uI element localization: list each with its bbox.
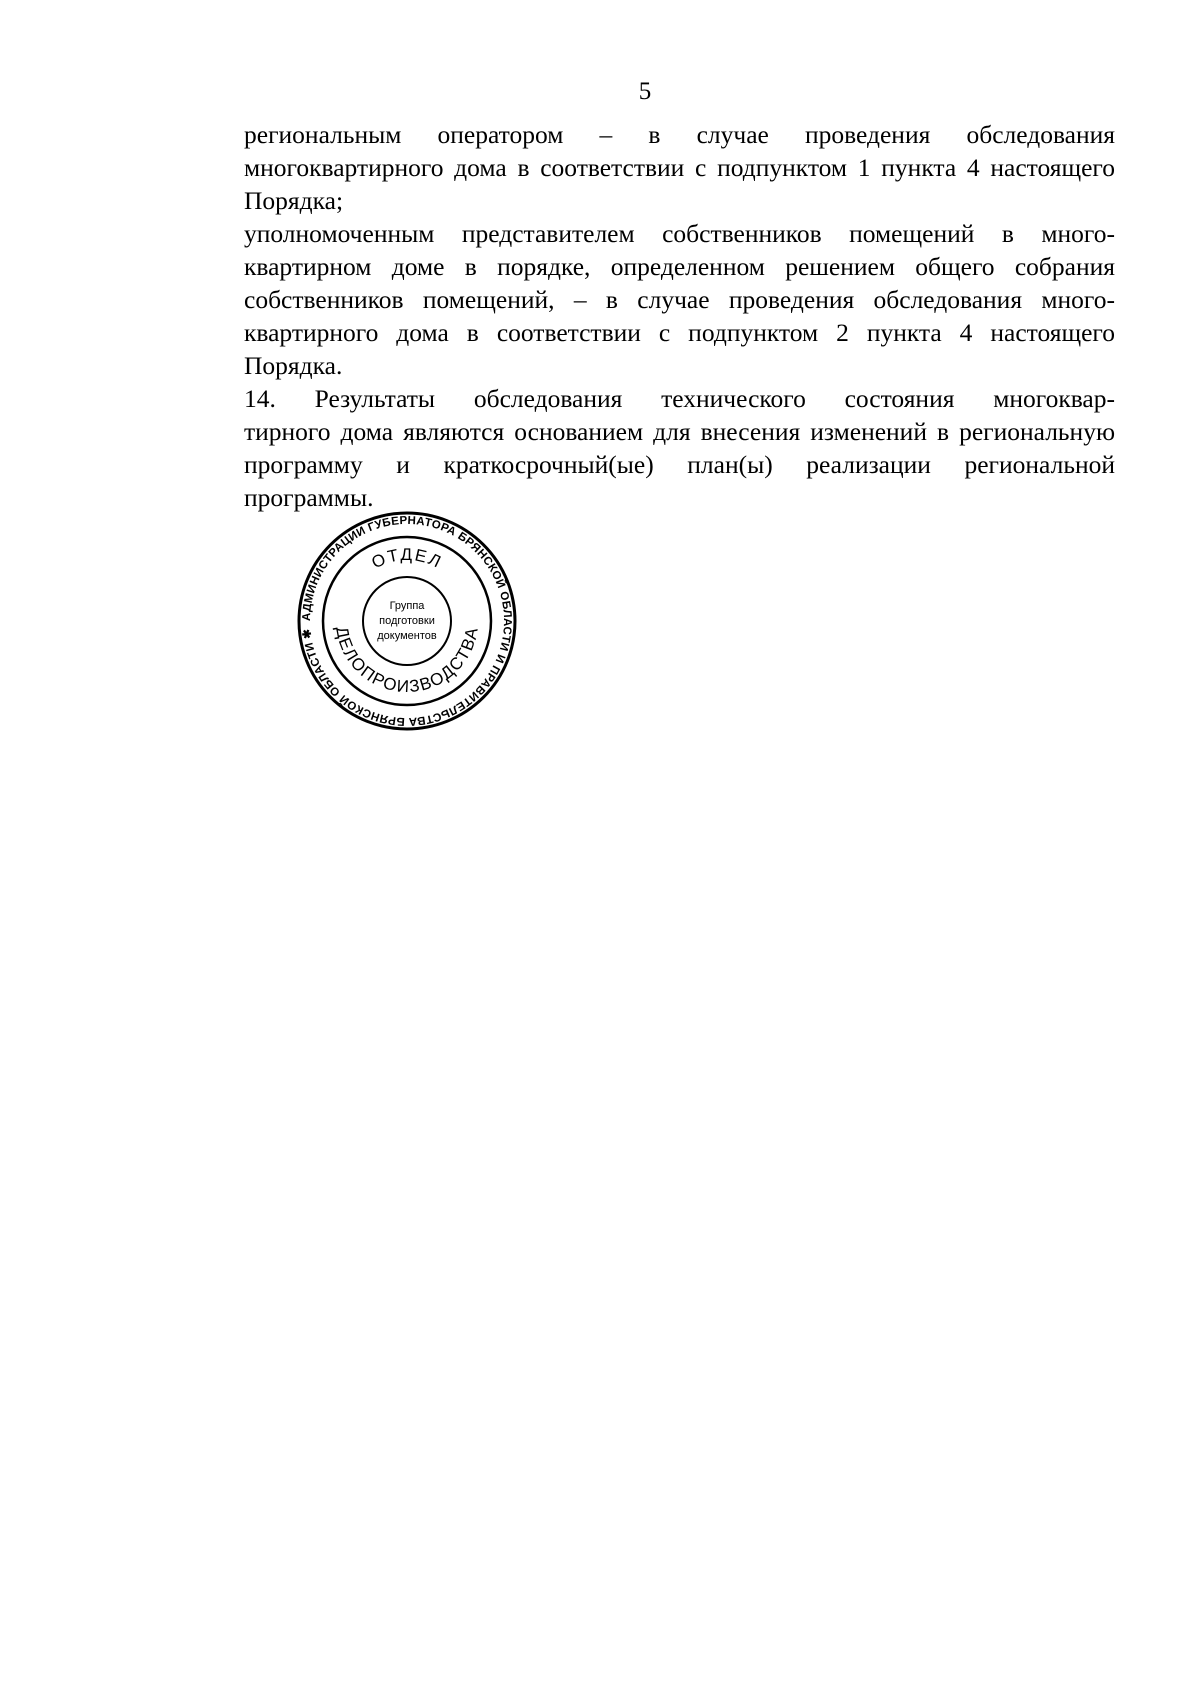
document-body	[171, 118, 1115, 514]
text-line: собственников помещений, – в случае проведения обследования много-	[244, 285, 1115, 314]
text-line: уполномоченным представителем собственников помещений в много-	[244, 219, 1115, 248]
text-line: Порядка.	[244, 351, 343, 380]
stamp-center-line-2: подготовки	[379, 615, 435, 627]
stamp-center-line-3: документов	[377, 630, 437, 642]
text-line: многоквартирного дома в соответствии с подпунктом 1 пункта 4 настоящего	[244, 153, 1115, 182]
text-line: программы.	[244, 483, 374, 512]
stamp-center-line-1: Группа	[389, 600, 425, 612]
page-number: 5	[638, 78, 652, 105]
text-line: 14. Результаты обследования технического состояния многоквар-	[244, 384, 1115, 413]
text-line: квартирном доме в порядке, определенном решением общего собрания	[244, 252, 1115, 281]
office-stamp-seal	[296, 510, 518, 732]
paragraph-authorized-representative	[171, 217, 1115, 382]
text-line: квартирного дома в соответствии с подпунктом 2 пункта 4 настоящего	[244, 318, 1115, 347]
text-line: региональным оператором – в случае проведения обследования	[244, 120, 1115, 149]
stamp-middle-top-text: ОТДЕЛ	[368, 545, 446, 573]
paragraph-regional-operator	[171, 118, 1115, 217]
text-line: программу и краткосрочный(ые) план(ы) реализации региональной	[244, 450, 1115, 479]
text-line: Порядка;	[244, 186, 344, 215]
text-line: тирного дома являются основанием для внесения изменений в региональную	[244, 417, 1115, 446]
stamp-outer-ring-text: АДМИНИСТРАЦИИ ГУБЕРНАТОРА БРЯНСКОЙ ОБЛАСТИ И ПРАВИТЕЛЬСТВА БРЯНСКОЙ ОБЛАСТИ ✱	[300, 514, 514, 728]
stamp-middle-bottom-text: ДЕЛОПРОИЗВОДСТВА	[332, 624, 482, 697]
paragraph-14-results	[171, 382, 1115, 514]
